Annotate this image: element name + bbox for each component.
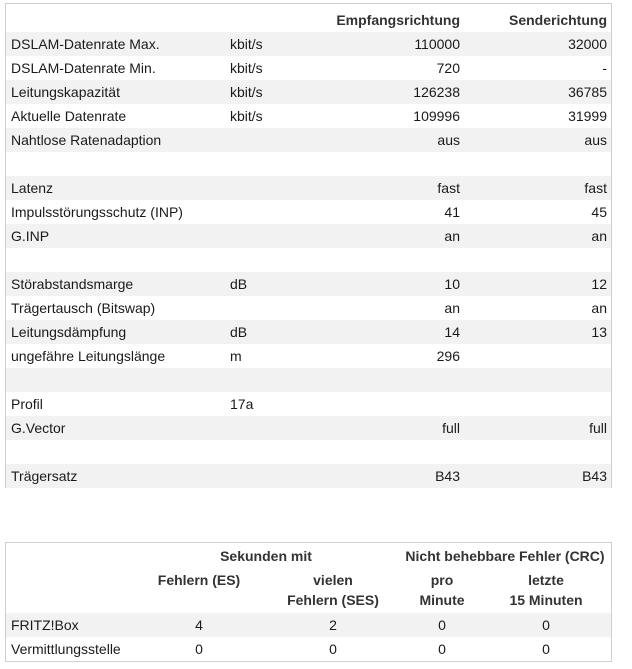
row-upstream-value: 45 [591, 204, 607, 220]
table-row [6, 56, 611, 80]
row-upstream-value: fast [584, 180, 607, 196]
row-downstream-value: fast [437, 180, 460, 196]
table-row [6, 637, 611, 661]
row-unit: dB [230, 324, 248, 340]
table-row [6, 392, 611, 416]
row-label: Impulsstörungsschutz (INP) [11, 204, 183, 220]
row-upstream-value: B43 [582, 468, 607, 484]
row-unit: kbit/s [230, 60, 263, 76]
ses-value: 2 [329, 617, 337, 633]
row-label: Aktuelle Datenrate [11, 108, 127, 124]
row-upstream-value: an [591, 300, 607, 316]
row-upstream-value: - [602, 60, 607, 76]
es-column-header: Fehlern (ES) [157, 572, 241, 588]
table-row [6, 320, 611, 344]
row-upstream-value: 31999 [568, 108, 607, 124]
row-downstream-value: 296 [436, 348, 460, 364]
es-value: 4 [195, 617, 203, 633]
last15-value: 0 [542, 641, 550, 657]
row-downstream-value: 10 [444, 276, 460, 292]
per-minute-header-line2: Minute [419, 592, 465, 608]
row-label: DSLAM-Datenrate Min. [11, 60, 156, 76]
row-upstream-value: full [589, 420, 607, 436]
row-label: Latenz [11, 180, 54, 196]
error-stats-table [5, 542, 612, 662]
row-downstream-value: 109996 [413, 108, 460, 124]
row-unit: kbit/s [230, 36, 263, 52]
row-label: Vermittlungsstelle [11, 641, 121, 657]
row-upstream-value: aus [584, 132, 607, 148]
last15-header-line2: 15 Minuten [509, 592, 583, 608]
table-row [6, 224, 611, 248]
row-upstream-value: 12 [591, 276, 607, 292]
table-row [6, 200, 611, 224]
row-label: Trägertausch (Bitswap) [11, 300, 156, 316]
upstream-header: Senderichtung [508, 12, 607, 28]
seconds-group-header: Sekunden mit [220, 548, 312, 564]
row-downstream-value: aus [437, 132, 460, 148]
row-downstream-value: 720 [436, 60, 460, 76]
table-row [6, 296, 611, 320]
row-label: DSLAM-Datenrate Max. [11, 36, 160, 52]
row-upstream-value: 32000 [568, 36, 607, 52]
row-label: G.Vector [11, 420, 66, 436]
downstream-header: Empfangsrichtung [336, 12, 460, 28]
table-header [6, 8, 611, 32]
last15-value: 0 [542, 617, 550, 633]
last15-header-line1: letzte [528, 572, 564, 588]
row-upstream-value: 13 [591, 324, 607, 340]
row-upstream-value: an [591, 228, 607, 244]
table-row [6, 32, 611, 56]
row-downstream-value: 14 [444, 324, 460, 340]
table-row [6, 613, 611, 637]
row-unit: m [230, 348, 242, 364]
ses-column-header-line1: vielen [313, 572, 353, 588]
per-minute-value: 0 [438, 641, 446, 657]
row-label: Profil [11, 396, 43, 412]
table-row [6, 416, 611, 440]
table-row [6, 80, 611, 104]
row-label: G.INP [11, 228, 50, 244]
es-value: 0 [195, 641, 203, 657]
row-unit: dB [230, 276, 248, 292]
row-unit: kbit/s [230, 108, 263, 124]
table-row [6, 344, 611, 368]
row-downstream-value: an [444, 228, 460, 244]
row-downstream-value: an [444, 300, 460, 316]
ses-column-header-line2: Fehlern (SES) [287, 592, 379, 608]
row-unit: kbit/s [230, 84, 263, 100]
per-minute-header-line1: pro [430, 572, 454, 588]
row-downstream-value: 41 [444, 204, 460, 220]
table-row [6, 152, 611, 176]
table-row [6, 248, 611, 272]
table-row [6, 176, 611, 200]
table-row [6, 464, 611, 488]
table-row [6, 368, 611, 392]
crc-group-header: Nicht behebbare Fehler (CRC) [405, 548, 605, 564]
table-row [6, 440, 611, 464]
row-label: Trägersatz [11, 468, 78, 484]
row-downstream-value: B43 [435, 468, 460, 484]
row-label: Leitungskapazität [11, 84, 120, 100]
row-downstream-value: 110000 [414, 36, 460, 52]
ses-value: 0 [329, 641, 337, 657]
row-downstream-value: full [442, 420, 460, 436]
row-unit: 17a [230, 396, 254, 412]
row-downstream-value: 126238 [413, 84, 460, 100]
table-row [6, 104, 611, 128]
table-row [6, 272, 611, 296]
row-label: FRITZ!Box [11, 617, 79, 633]
row-label: Störabstandsmarge [11, 276, 134, 292]
row-upstream-value: 36785 [568, 84, 607, 100]
line-info-table [5, 3, 612, 488]
row-label: Nahtlose Ratenadaption [11, 132, 162, 148]
per-minute-value: 0 [438, 617, 446, 633]
table-row [6, 128, 611, 152]
row-label: ungefähre Leitungslänge [11, 348, 166, 364]
row-label: Leitungsdämpfung [11, 324, 127, 340]
